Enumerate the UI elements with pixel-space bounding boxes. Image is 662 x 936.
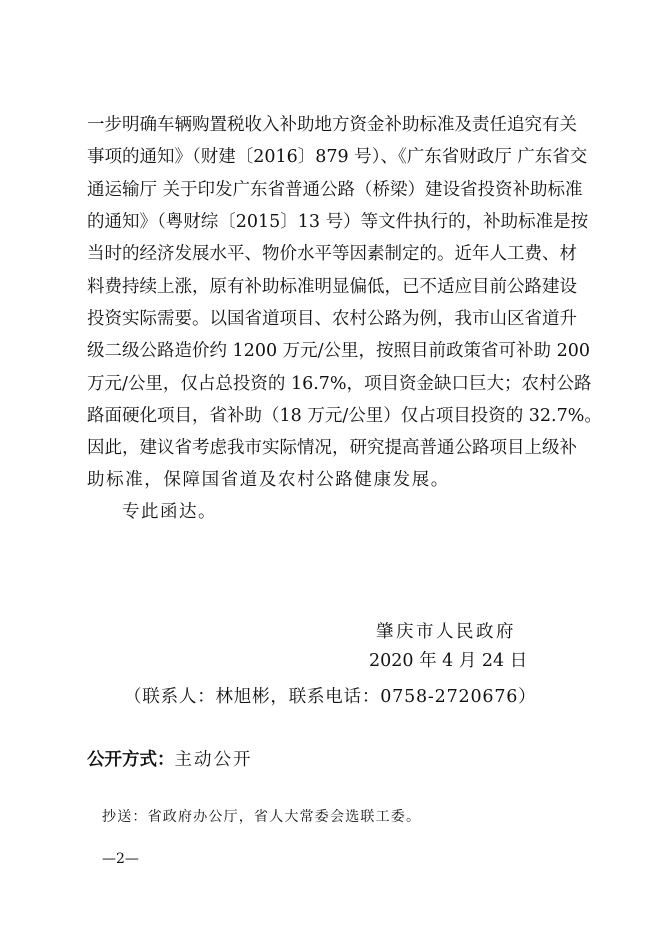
body-line: 因此，建议省考虑我市实际情况，研究提高普通公路项目上级补 (87, 438, 577, 458)
body-line: 通运输厅 关于印发广东省普通公路（桥梁）建设省投资补助标准 (87, 180, 583, 200)
page-number: —2— (102, 851, 139, 867)
body-line: 一步明确车辆购置税收入补助地方资金补助标准及责任追究有关 (87, 115, 577, 135)
signature-org: 肇庆市人民政府 (376, 622, 516, 642)
body-line: 料费持续上涨，原有补助标准明显偏低，已不适应目前公路建设 (87, 277, 577, 297)
body-line: 事项的通知》（财建〔2016〕879 号）、《广东省财政厅 广东省交 (87, 147, 588, 167)
body-line: 投资实际需要。以国省道项目、农村公路为例，我市山区省道升 (87, 309, 577, 329)
body-line: 的通知》（粤财综〔2015〕13 号）等文件执行的，补助标准是按 (87, 212, 589, 232)
cc-list: 抄送：省政府办公厅，省人大常委会选联工委。 (102, 809, 422, 825)
body-line: 助标准，保障国省道及农村公路健康发展。 (87, 470, 450, 490)
body-line: 级二级公路造价约 1200 万元/公里，按照目前政策省可补助 200 (87, 341, 591, 361)
disclosure (87, 749, 253, 771)
body-line: 当时的经济发展水平、物价水平等因素制定的。近年人工费、材 (87, 244, 577, 264)
contact-info: （联系人：林旭彬，联系电话：0758-2720676） (124, 687, 537, 707)
signature-date: 2020 年 4 月 24 日 (369, 651, 528, 671)
disclosure-value: 主动公开 (174, 750, 253, 770)
closing-text: 专此函达。 (122, 502, 217, 522)
disclosure-label: 公开方式： (87, 750, 175, 770)
body-line: 万元/公里，仅占总投资的 16.7%，项目资金缺口巨大；农村公路 (87, 374, 592, 394)
body-line: 路面硬化项目，省补助（18 万元/公里）仅占项目投资的 32.7%。 (87, 406, 602, 426)
